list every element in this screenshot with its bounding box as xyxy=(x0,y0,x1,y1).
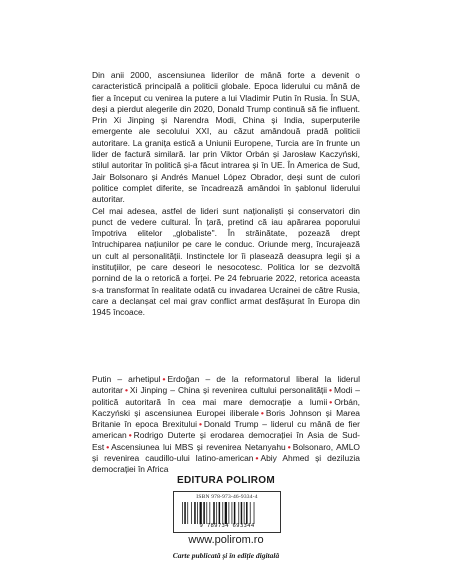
chapter-item: Erdoğan – de la reformatorul liberal la liderul autoritar xyxy=(92,374,360,396)
chapter-item: Ascensiunea lui MBS și revenirea Netanyahu xyxy=(111,441,286,452)
chapter-item: Orbán, Kaczyński și ascensiunea Europei iliberale xyxy=(92,396,360,418)
bullet-icon: • xyxy=(162,374,166,384)
bullet-icon: • xyxy=(198,419,202,430)
bullet-icon: • xyxy=(128,430,132,441)
bullet-icon: • xyxy=(106,441,110,452)
publisher-name: EDITURA POLIROM xyxy=(176,475,275,486)
chapter-item: Boris Johnson și Marea Britanie în epoca Brexitului xyxy=(92,407,360,430)
chapter-item: Rodrigo Duterte și erodarea democrației în Asia de Sud-Est xyxy=(92,430,360,452)
chapter-item: Modi – politică autoritară în cea mai mare democrație a lumii xyxy=(92,385,360,407)
bullet-icon: • xyxy=(260,407,264,418)
bullet-icon: • xyxy=(329,385,332,396)
chapter-item: Xi Jinping – China și revenirea cultului personalității xyxy=(129,385,328,396)
chapter-item: Donald Trump – liderul cu mână de fier american xyxy=(92,419,360,441)
bullet-icon: • xyxy=(124,385,128,396)
blurb xyxy=(92,70,360,319)
website-link[interactable]: www.polirom.ro xyxy=(188,534,264,546)
chapter-list xyxy=(92,374,360,476)
bullet-icon: • xyxy=(329,396,333,407)
chapter-item: Putin – arhetipul xyxy=(92,374,161,384)
blurb-paragraph-2: Cel mai adesea, astfel de lideri sunt naționaliști și conservatori din punct de vedere cultural. În țară, pretind că iau apărarea poporului împotriva elitelor „globaliste". În străinătate, pozează drept întruchiparea națiunilor pe care le conduc. Oriunde merg, încurajează un cult al personalității. Instinctele lor îi plasează deasupra legii și a instituțiilor, pe care deseori le nesocotesc. Politica lor se dezvoltă pornind de la o retorică a forței. Pe 24 februarie 2022, retorica aceasta s-a transformat în realitate odată cu invadarea Ucrainei de către Rusia, care a declanșat cel mai grav conflict armat desfășurat în Europa din 1945 încoace. xyxy=(92,205,360,318)
barcode-bars-icon xyxy=(182,502,274,524)
chapter-item: Bolsonaro, AMLO și revenirea caudillo-ului latino-american xyxy=(92,441,360,464)
bullet-icon: • xyxy=(287,441,291,452)
bullet-icon: • xyxy=(255,453,259,464)
blurb-paragraph-1: Din anii 2000, ascensiunea liderilor de mână forte a devenit o caracteristică principală a politicii globale. Epoca liderului cu mână de fier a început cu venirea la putere a lui Vladimir Putin în Rusia. În SUA, deși a pierdut alegerile din 2020, Donald Trump continuă să fie influent. Prin Xi Jinping și Narendra Modi, China și India, superputerile emergente ale secolului XXI, au căzut amândouă pradă politicii autoritare. La granița estică a Uniunii Europene, Turcia are în frunte un lider de factură similară. Iar prin Viktor Orbán și Jarosław Kaczyński, stilul autoritar în politică și-a făcut intrarea și în UE. În America de Sud, Jair Bolsonaro și Andrés Manuel López Obrador, deși sunt de culori politice complet diferite, se încadrează amândoi în șablonul liderului autoritar. xyxy=(92,70,360,205)
digital-edition-note: Carte publicată și în ediție digitală xyxy=(172,551,280,560)
isbn-text: ISBN 978-973-46-9334-4 xyxy=(196,494,258,500)
barcode-number: 9 789734 693344 xyxy=(199,523,255,529)
barcode xyxy=(173,491,281,533)
chapter-item: Abiy Ahmed și deziluzia democrației în Africa xyxy=(92,453,360,475)
